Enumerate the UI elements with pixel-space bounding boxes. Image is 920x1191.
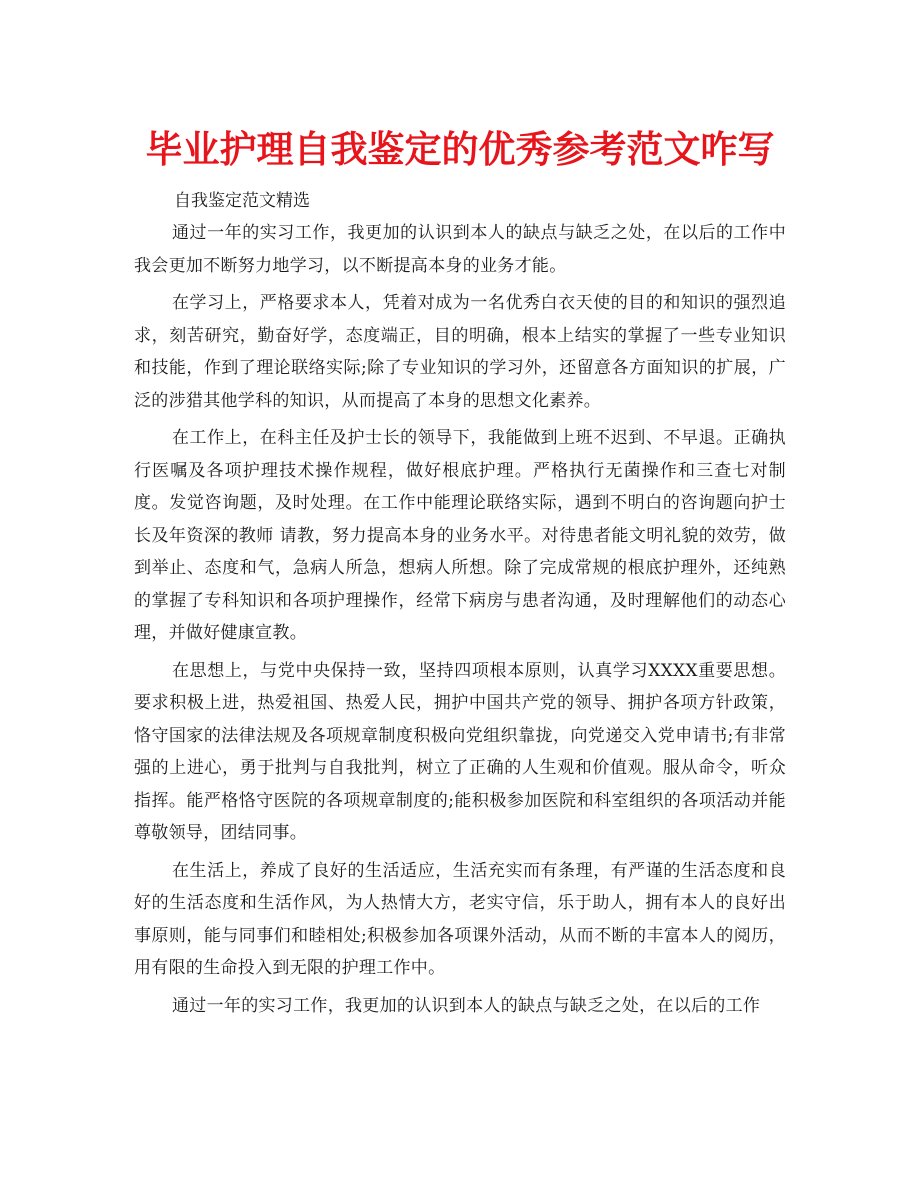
paragraph: 在思想上，与党中央保持一致，坚持四项根本原则，认真学习XXXX重要思想。要求积极上进，热爱祖国、热爱人民，拥护中国共产党的领导、拥护各项方针政策，恪守国家的法律法规及各项规章制度积极向党组织靠拢，向党递交入党申请书;有非常强的上进心，勇于批判与自我批判，树立了正确的人生观和价值观。服从命令，听众指挥。能严格恪守医院的各项规章制度的;能积极参加医院和科室组织的各项活动并能尊敬领导，团结同事。 — [134, 660, 786, 843]
document-subtitle: 自我鉴定范文精选 — [174, 191, 310, 211]
document-title: 毕业护理自我鉴定的优秀参考范文咋写 — [145, 128, 775, 171]
paragraph: 在工作上，在科主任及护士长的领导下，我能做到上班不迟到、不早退。正确执行医嘱及各项护理技术操作规程，做好根底护理。严格执行无菌操作和三查七对制度。发觉咨询题，及时处理。在工作中能理论联络实际，遇到不明白的咨询题向护士长及年资深的教师 请教，努力提高本身的业务水平。对待患者能文明礼貌的效劳，做到举止、态度和气，急病人所急，想病人所想。除了完成常规的根底护理外，还纯熟的掌握了专科知识和各项护理操作，经常下病房与患者沟通，及时理解他们的动态心理，并做好健康宣教。 — [134, 428, 786, 643]
paragraph: 通过一年的实习工作，我更加的认识到本人的缺点与缺乏之处，在以后的工作中我会更加不断努力地学习，以不断提高本身的业务才能。 — [134, 223, 786, 276]
document-body — [134, 185, 786, 1027]
paragraph: 在学习上，严格要求本人，凭着对成为一名优秀白衣天使的目的和知识的强烈追求，刻苦研究，勤奋好学，态度端正，目的明确，根本上结实的掌握了一些专业知识和技能，作到了理论联络实际;除了专业知识的学习外，还留意各方面知识的扩展，广泛的涉猎其他学科的知识，从而提高了本身的思想文化素养。 — [134, 293, 786, 411]
paragraph: 在生活上，养成了良好的生活适应，生活充实而有条理，有严谨的生活态度和良好的生活态度和生活作风，为人热情大方，老实守信，乐于助人，拥有本人的良好出事原则，能与同事们和睦相处;积极参加各项课外活动，从而不断的丰富本人的阅历，用有限的生命投入到无限的护理工作中。 — [134, 860, 786, 978]
paragraph: 通过一年的实习工作，我更加的认识到本人的缺点与缺乏之处，在以后的工作 — [172, 995, 761, 1016]
